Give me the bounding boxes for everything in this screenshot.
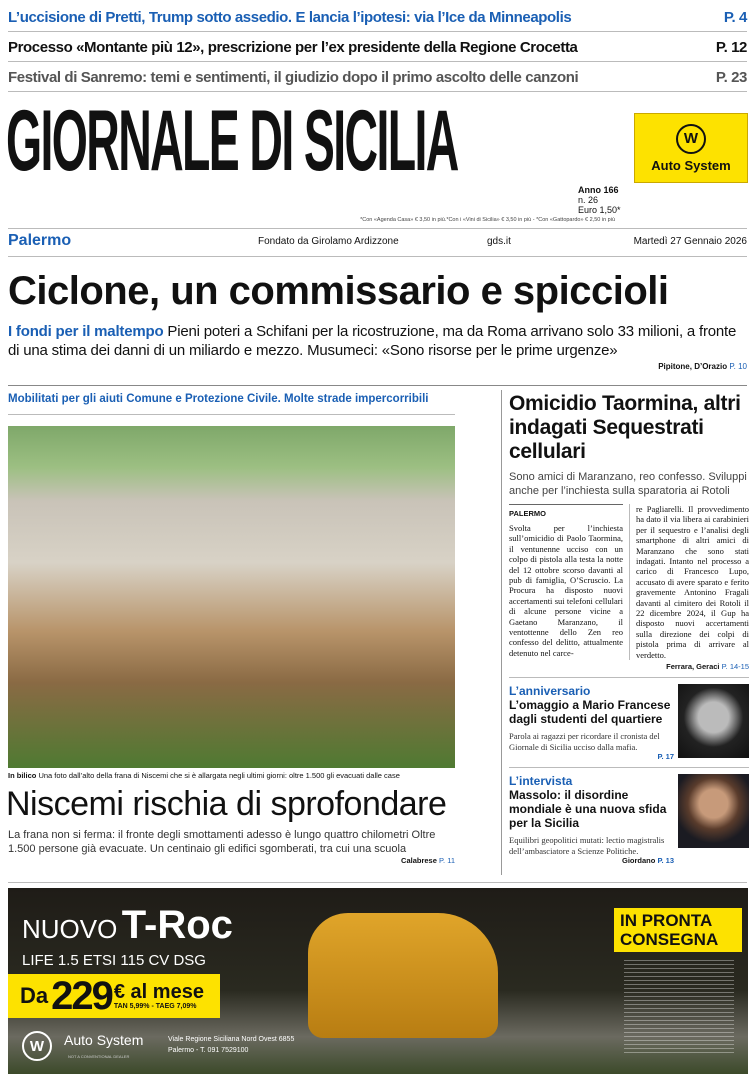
taormina-headline[interactable]: Omicidio Taormina, altri indagati Sequestrati cellulari [509,392,741,463]
niscemi-summary: La frana non si ferma: il fronte degli smottamenti adesso è lungo quattro chilometri Oltre 1.500 persone già evacuate. Un centinaio gli edifici sgomberati, tra cui una scuola [8,829,436,855]
lead-headline[interactable]: Ciclone, un commissario e spiccioli [8,269,669,313]
byline-page: P. 11 [439,856,455,865]
byline-author: Pipitone, D’Orazio [658,362,728,371]
ad-badge: IN PRONTA CONSEGNA [614,908,742,952]
ad-trim: LIFE 1.5 ETSI 115 CV DSG [22,952,206,969]
issue-price: Euro 1,50* [578,205,621,215]
byline-page: P. 13 [657,856,674,866]
anniversario-page: P. 17 [657,752,674,762]
lead-summary-text: Pieni poteri a Schifani per la ricostruzione, ma da Roma arrivano solo 33 milioni, a fronte di una stima dei danni di un miliardo e mezzo. Musumeci: «Sono risorse per le prime urgenze» [8,323,737,359]
teaser-text: L’uccisione di Pretti, Trump sotto assedio. E lancia l’ipotesi: via l’Ice da Minneapolis [8,9,572,26]
supplement-prices: *Con «Agenda Casa» € 3,50 in più.*Con i «Vini di Sicilia» € 3,50 in più - *Con «Gattopardo» € 2,50 in più [360,217,615,223]
ad-nuovo: NUOVO [22,914,118,944]
edition-city: Palermo [8,232,72,249]
ad-contact [168,1034,294,1056]
anniversario-headline: L’omaggio a Mario Francese dagli studenti del quartiere [509,698,671,727]
taormina-col1-wrap [509,504,623,660]
teaser-page: P. 23 [710,69,747,86]
taormina-body [509,504,749,660]
teaser-montante[interactable] [8,34,747,62]
photo-caption [8,771,400,780]
caption-label: In bilico [8,771,37,780]
ad-fine-print [624,960,734,1055]
vw-logo-icon: W [676,124,706,154]
intervista-byline [509,856,674,865]
caption-text: Una foto dall’alto della frana di Niscemi che si è allargata negli ultimi giorni: oltre 1.500 gli evacuati dalle case [38,771,400,780]
taormina-byline [509,662,749,671]
byline-page: P. 14-15 [721,662,749,672]
lead-kicker: I fondi per il maltempo [8,323,164,340]
ad-model: T-Roc [121,903,233,947]
lead-summary [8,322,747,360]
masthead-title: GIORNALE DI SICILIA [6,93,458,189]
ad-rates: TAN 5,99% - TAEG 7,09% [113,1002,197,1010]
price-banner [8,974,220,1018]
byline-author: Ferrara, Geraci [666,662,720,672]
niscemi-block [8,828,463,865]
taormina-body-col2: re Pagliarelli. Il provvedimento ha dato il via libera ai carabinieri per il sequestro e l’analisi degli smartphone di altri amici di Maranzano che sono stati indagati. Intanto nel processo a carico di Francesco Lupo, accusato di avere sparato e ferito gravemente Antonino Fragali davanti al cimitero dei Rotoli il 22 dicembre 2024, il Gup ha disposto nuovi accertamenti sulla direzione dei colpi di pistola prima di arrivare al verdetto. [635,504,749,660]
ad-per-month: € al mese [113,980,204,1003]
intervista-story[interactable] [509,774,749,865]
issue-info [578,185,621,215]
anniversario-story[interactable] [509,684,749,761]
founder-line: Fondato da Girolamo Ardizzone [258,236,399,247]
ad-address: Viale Regione Siciliana Nord Ovest 6855 [168,1036,295,1043]
right-column [509,392,749,865]
ad-title [22,902,233,957]
massolo-photo [678,774,749,848]
niscemi-headline[interactable]: Niscemi rischia di sprofondare [6,785,447,823]
vw-troc-ad[interactable] [8,888,748,1074]
column-divider [501,390,502,875]
taormina-summary: Sono amici di Maranzano, reo confesso. Sviluppi anche per l’inchiesta sulla sparatoria ai Rotoli [509,471,747,497]
byline-page: P. 10 [729,362,747,371]
issue-date: Martedì 27 Gennaio 2026 [633,236,747,247]
mario-francese-photo [678,684,749,758]
niscemi-landslide-photo[interactable] [8,426,455,768]
ad-price: 229 [51,974,112,1018]
vw-logo-icon: W [22,1031,52,1061]
sponsor-name: Auto System [651,157,731,173]
ad-da: Da [20,983,49,1008]
teaser-pretti[interactable] [8,4,747,32]
niscemi-byline [8,856,463,865]
byline-author: Calabrese [401,856,437,865]
ad-tagline: NOT A CONVENTIONAL DEALER [68,1054,130,1059]
car-image [308,913,498,1038]
niscemi-kicker: Mobilitati per gli aiuti Comune e Protezione Civile. Molte strade impercorribili [8,393,429,405]
anniversario-kicker: L’anniversario [509,684,591,699]
teaser-text: Festival di Sanremo: temi e sentimenti, il giudizio dopo il primo ascolto delle canzoni [8,69,579,86]
teaser-page: P. 4 [718,9,747,26]
taormina-dateline: PALERMO [509,509,546,518]
ad-dealer: Auto System [64,1032,144,1048]
website-link[interactable]: gds.it [487,236,511,247]
taormina-body-col1: Svolta per l’inchiesta sull’omicidio di Paolo Taormina, il ventunenne ucciso con un colpo di pistola alla testa la notte del 12 ottobre scorso davanti al pub di famiglia, O’Scruscio. La Procura ha disposto nuovi accertamenti sui telefoni cellulari di alcune persone vicine a Gaetano Maranzano, il ventottenne dello Zen reo confesso del delitto, attualmente detenuto nel carce- [509,523,623,658]
teaser-page: P. 12 [710,39,747,56]
intervista-kicker: L’intervista [509,774,573,789]
sponsor-box[interactable] [634,113,748,183]
issue-number: n. 26 [578,195,599,205]
lead-byline [8,362,747,372]
lead-block [8,322,747,372]
intervista-summary: Equilibri geopolitici mutati: lectio magistralis dell’ambasciatore a Scienze Politiche. [509,835,665,856]
anniversario-summary: Parola ai ragazzi per ricordare il cronista del Giornale di Sicilia ucciso dalla mafia. [509,731,660,752]
teaser-sanremo[interactable] [8,64,747,92]
intervista-headline: Massolo: il disordine mondiale è una nuova sfida per la Sicilia [509,788,667,831]
issue-year: Anno 166 [578,185,619,195]
teaser-text: Processo «Montante più 12», prescrizione per l’ex presidente della Regione Crocetta [8,39,578,56]
ad-phone: Palermo - T. 091 7529100 [168,1047,249,1054]
byline-author: Giordano [622,856,656,866]
